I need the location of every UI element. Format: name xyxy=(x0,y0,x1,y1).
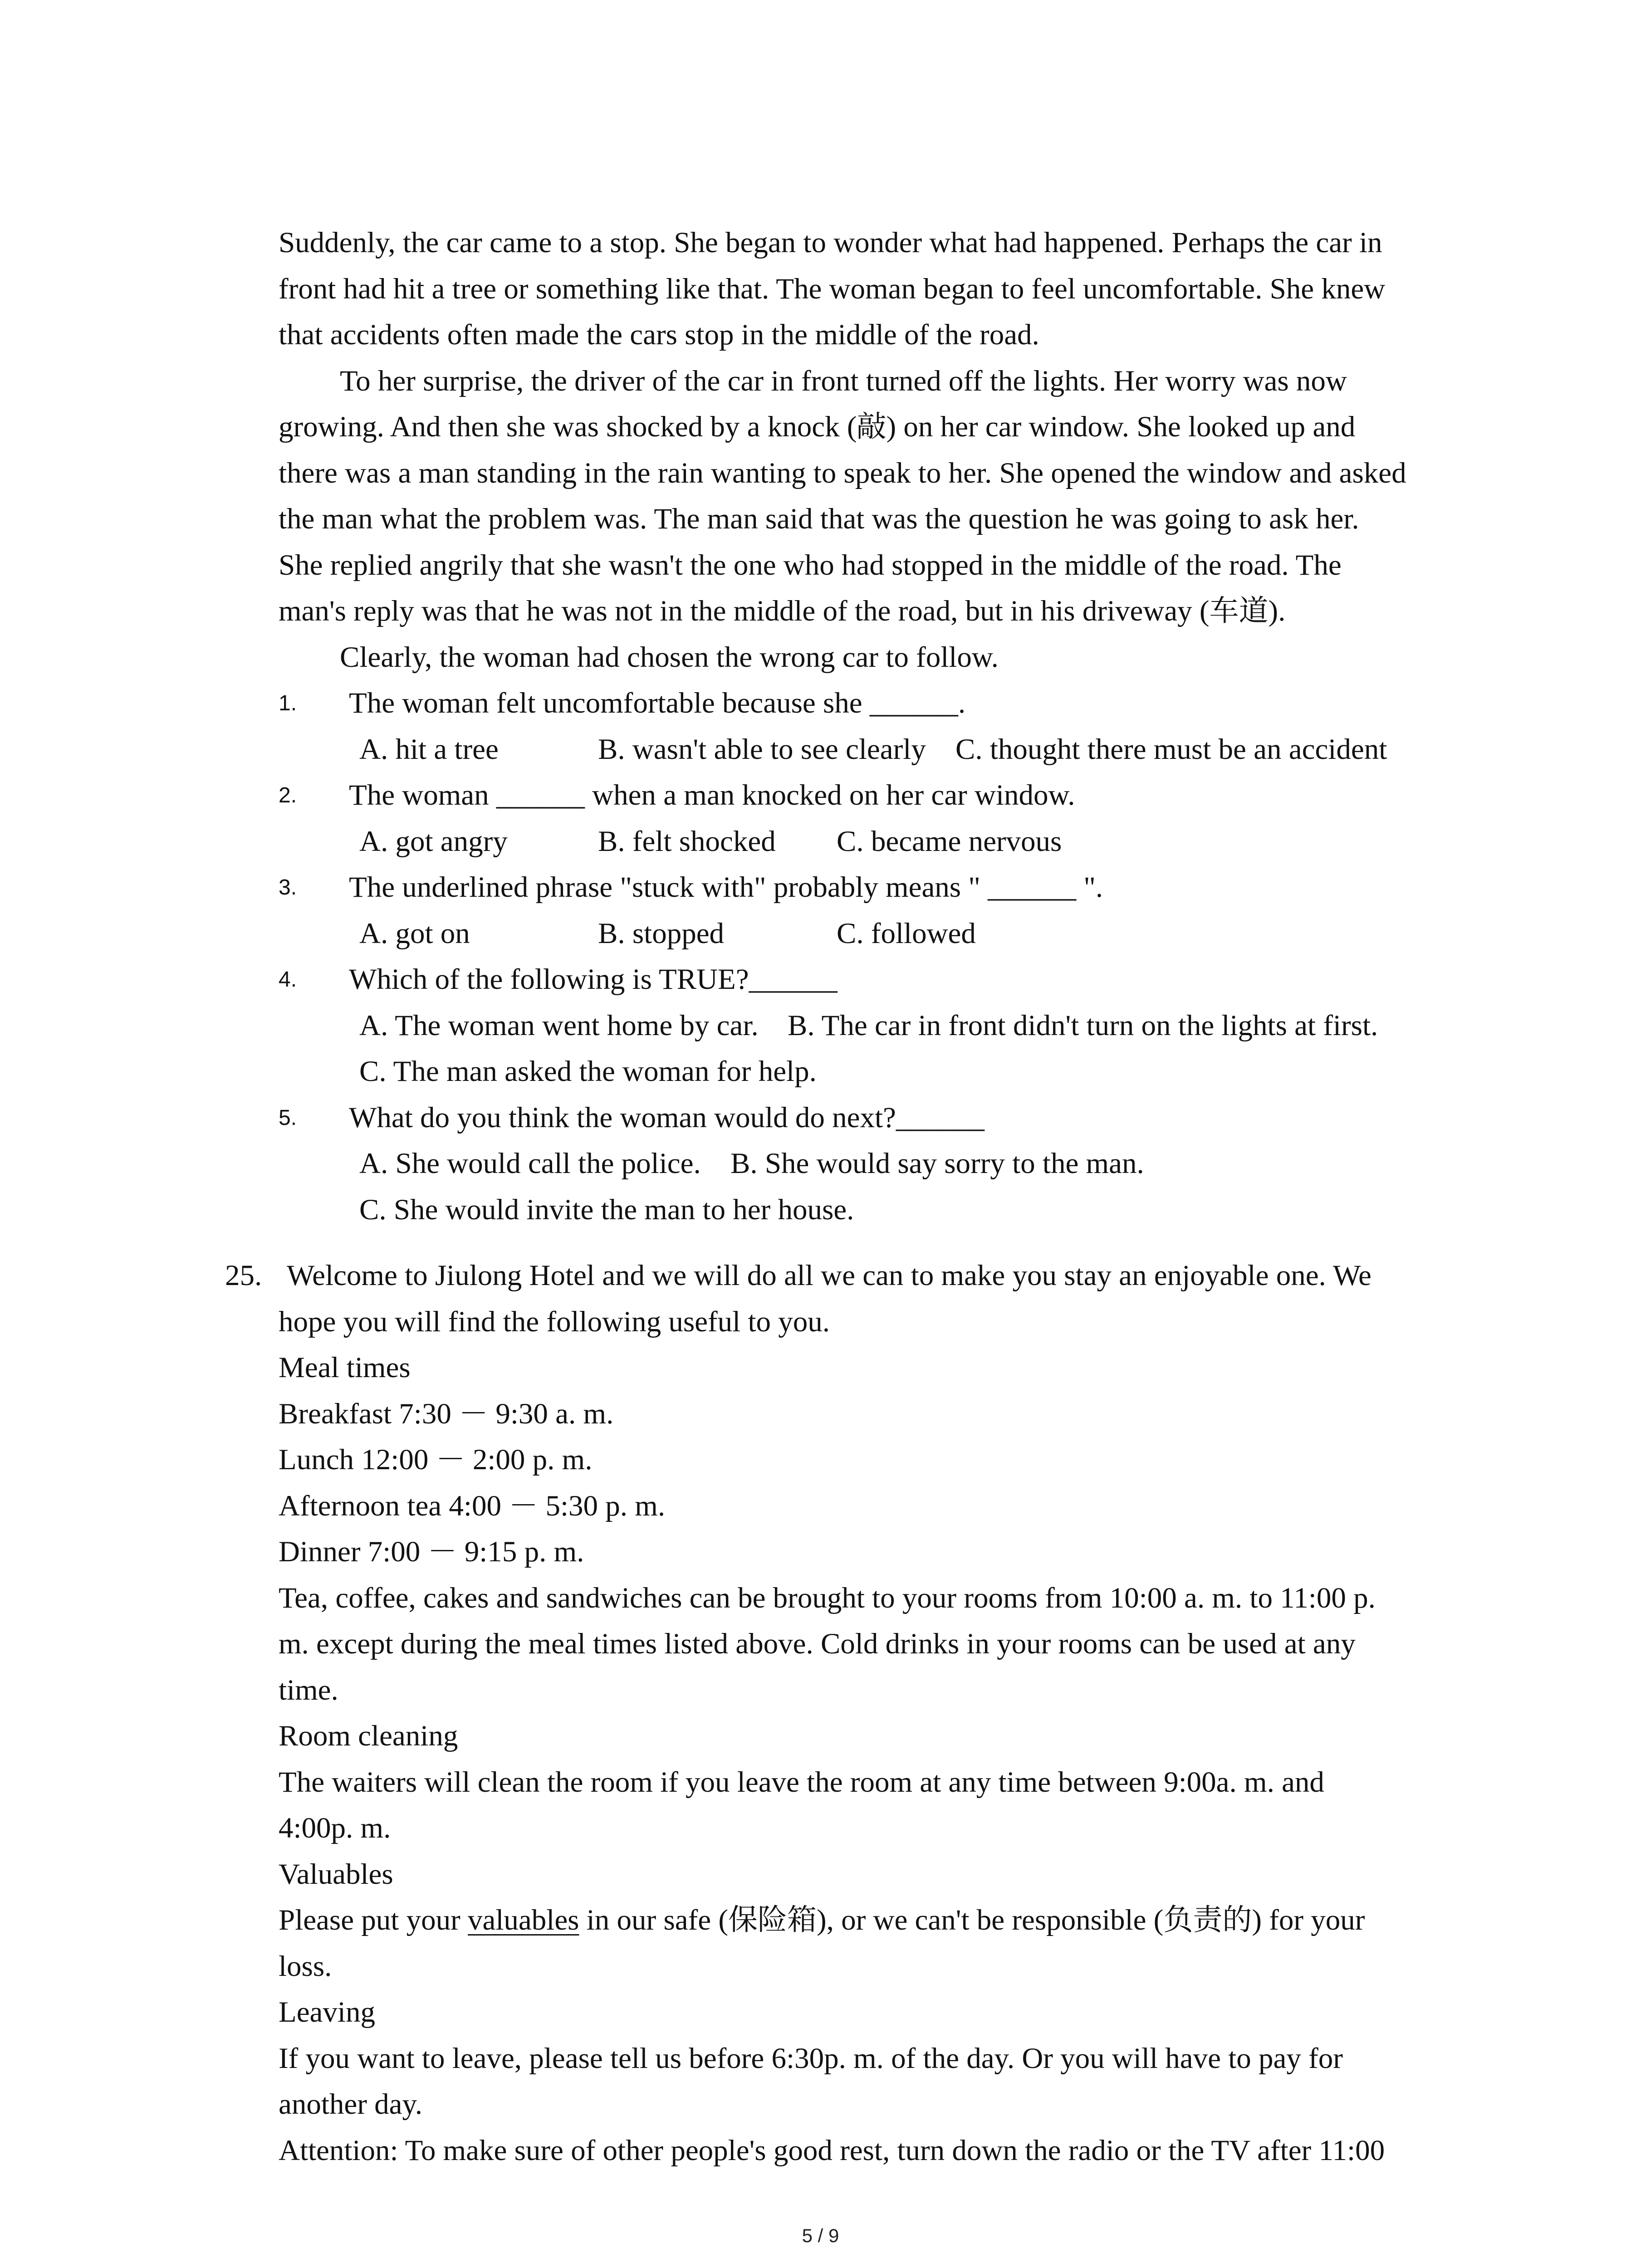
notice-intro-line: hope you will find the following useful to you. xyxy=(279,1305,830,1338)
question-3 xyxy=(279,865,1476,911)
question-text: Which of the following is TRUE?______ xyxy=(349,963,838,996)
item-number: 25. xyxy=(225,1259,262,1292)
option-b[interactable]: B. felt shocked xyxy=(598,825,776,858)
passage-paragraph-1 xyxy=(279,220,1476,358)
option-a[interactable]: A. got angry xyxy=(359,825,508,858)
valuables-text-after: in our safe (保险箱), or we can't be responsible (负责的) for your xyxy=(579,1904,1365,1936)
valuables-line: loss. xyxy=(279,1950,332,1983)
option-c[interactable]: C. became nervous xyxy=(837,825,1062,858)
question-text: The woman felt uncomfortable because she ______. xyxy=(349,687,966,719)
meal-times-heading: Meal times xyxy=(279,1351,411,1384)
question-text: The underlined phrase "stuck with" probably means " ______ ". xyxy=(349,871,1103,904)
question-5-options xyxy=(279,1141,1476,1187)
passage-paragraph-2 xyxy=(279,358,1476,635)
passage-line: front had hit a tree or something like that. The woman began to feel uncomfortable. She knew xyxy=(279,272,1386,305)
room-cleaning-line: The waiters will clean the room if you leave the room at any time between 9:00a. m. and xyxy=(279,1765,1324,1799)
meal-afternoon-tea: Afternoon tea 4:00 － 5:30 p. m. xyxy=(279,1489,666,1522)
valuables-heading: Valuables xyxy=(279,1857,393,1891)
meal-breakfast: Breakfast 7:30 － 9:30 a. m. xyxy=(279,1397,614,1430)
question-3-options xyxy=(279,911,1476,957)
question-1 xyxy=(279,680,1476,727)
room-cleaning-line: 4:00p. m. xyxy=(279,1812,391,1844)
question-2-options xyxy=(279,819,1476,865)
option-b[interactable]: B. The car in front didn't turn on the lights at first. xyxy=(788,1009,1378,1042)
passage-line: Clearly, the woman had chosen the wrong car to follow. xyxy=(340,640,999,674)
option-a[interactable]: A. She would call the police. xyxy=(359,1147,701,1180)
option-c[interactable]: C. followed xyxy=(837,917,976,950)
leaving-heading: Leaving xyxy=(279,1996,375,2028)
question-number: 2. xyxy=(279,783,297,807)
leaving-line: If you want to leave, please tell us before 6:30p. m. of the day. Or you will have to pay for xyxy=(279,2042,1343,2075)
option-a[interactable]: A. hit a tree xyxy=(359,733,499,766)
room-service-line: time. xyxy=(279,1673,338,1706)
passage-line: the man what the problem was. The man said that was the question he was going to ask her. xyxy=(279,503,1359,535)
question-text: The woman ______ when a man knocked on her car window. xyxy=(349,779,1075,811)
question-5-options-line-2 xyxy=(279,1187,1476,1233)
valuables-underlined-word: valuables xyxy=(468,1904,579,1936)
option-c[interactable]: C. She would invite the man to her house. xyxy=(359,1193,854,1226)
attention-line: Attention: To make sure of other people's good rest, turn down the radio or the TV after 11:00 xyxy=(279,2134,1385,2167)
passage-line: She replied angrily that she wasn't the one who had stopped in the middle of the road. The xyxy=(279,548,1342,582)
room-service-line: m. except during the meal times listed above. Cold drinks in your rooms can be used at any xyxy=(279,1628,1356,1660)
option-c[interactable]: C. The man asked the woman for help. xyxy=(359,1055,817,1088)
option-a[interactable]: A. The woman went home by car. xyxy=(359,1009,759,1042)
option-c[interactable]: C. thought there must be an accident xyxy=(955,733,1387,766)
passage-line: Suddenly, the car came to a stop. She began to wonder what had happened. Perhaps the car in xyxy=(279,226,1382,259)
question-text: What do you think the woman would do next?______ xyxy=(349,1101,985,1134)
room-cleaning-heading: Room cleaning xyxy=(279,1720,458,1752)
option-b[interactable]: B. stopped xyxy=(598,917,725,950)
passage-line: there was a man standing in the rain wanting to speak to her. She opened the window and asked xyxy=(279,456,1406,489)
passage-paragraph-3 xyxy=(279,635,1476,681)
meal-dinner: Dinner 7:00 － 9:15 p. m. xyxy=(279,1535,584,1568)
option-b[interactable]: B. She would say sorry to the man. xyxy=(730,1147,1144,1180)
hotel-notice xyxy=(225,1253,1476,2174)
question-5 xyxy=(279,1095,1476,1141)
page-number: 5 / 9 xyxy=(802,2225,839,2246)
passage-line: To her surprise, the driver of the car in front turned off the lights. Her worry was now xyxy=(340,364,1347,397)
question-number: 5. xyxy=(279,1105,297,1130)
option-a[interactable]: A. got on xyxy=(359,917,470,950)
valuables-line xyxy=(279,1897,1476,1944)
question-number: 1. xyxy=(279,691,297,715)
passage-line: man's reply was that he was not in the middle of the road, but in his driveway (车道). xyxy=(279,595,1286,627)
question-number: 3. xyxy=(279,875,297,899)
page-content xyxy=(225,220,1476,2174)
meal-lunch: Lunch 12:00 － 2:00 p. m. xyxy=(279,1443,593,1476)
notice-intro-line: Welcome to Jiulong Hotel and we will do all we can to make you stay an enjoyable one. We xyxy=(287,1259,1372,1292)
valuables-text-before: Please put your xyxy=(279,1904,468,1936)
leaving-line: another day. xyxy=(279,2088,423,2121)
question-1-options xyxy=(279,727,1476,773)
passage-line: growing. And then she was shocked by a knock (敲) on her car window. She looked up and xyxy=(279,411,1356,443)
passage-line: that accidents often made the cars stop in the middle of the road. xyxy=(279,318,1039,351)
option-b[interactable]: B. wasn't able to see clearly xyxy=(598,733,926,766)
question-4-options xyxy=(279,1003,1476,1049)
question-2 xyxy=(279,772,1476,819)
question-4-options-line-2 xyxy=(279,1049,1476,1095)
room-service-line: Tea, coffee, cakes and sandwiches can be brought to your rooms from 10:00 a. m. to 11:00 p. xyxy=(279,1581,1376,1614)
question-4 xyxy=(279,957,1476,1003)
question-number: 4. xyxy=(279,968,297,992)
